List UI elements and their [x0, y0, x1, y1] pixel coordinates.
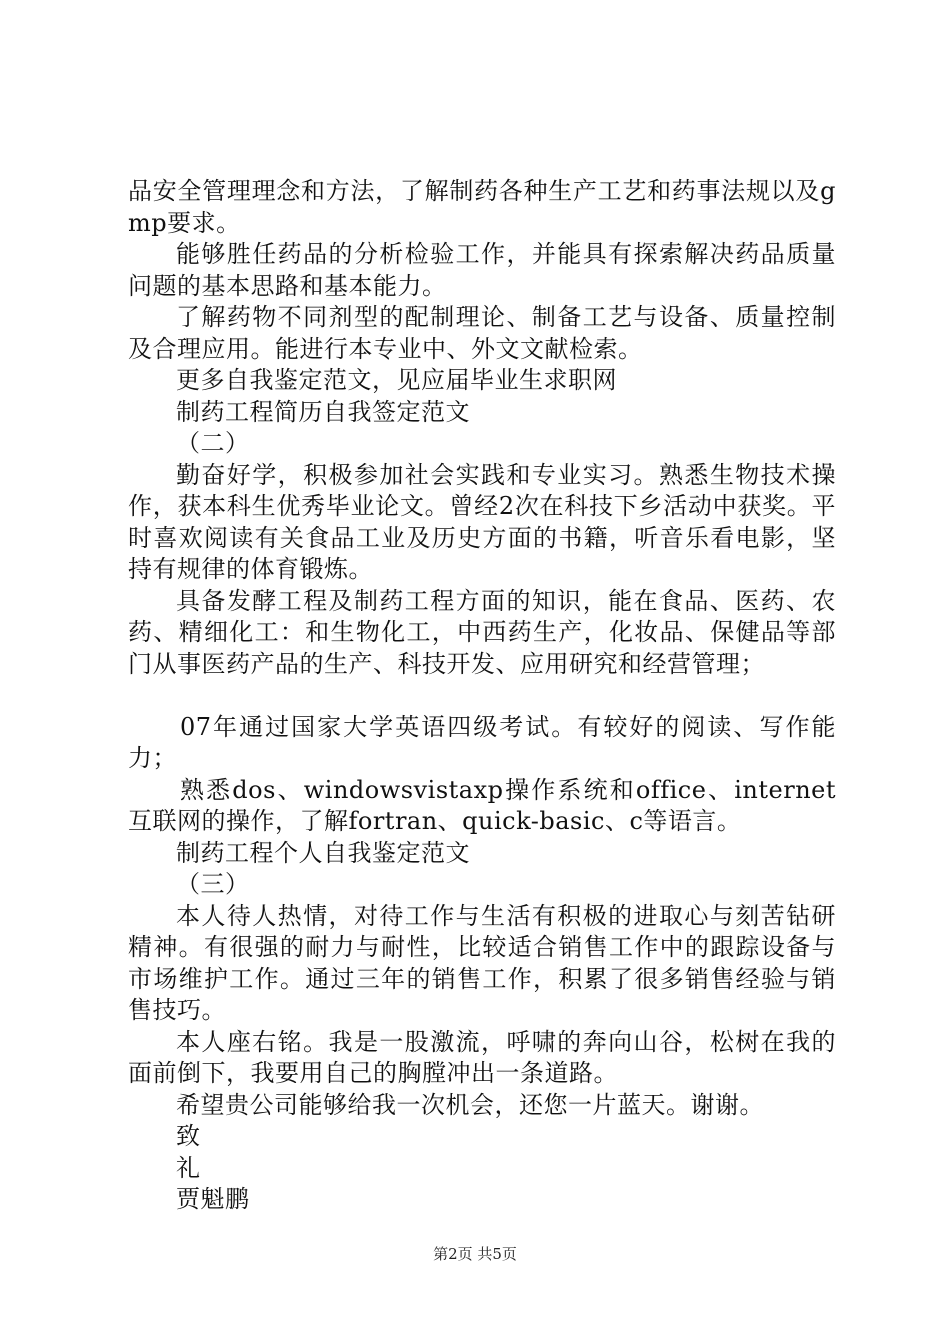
- page-number-footer: 第2页 共5页: [433, 1245, 517, 1263]
- paragraph-diligent-study: 勤奋好学，积极参加社会实践和专业实习。熟悉生物技术操作，获本科生优秀毕业论文。曾经2次在科技下乡活动中获奖。平时喜欢阅读有关食品工业及历史方面的书籍，听音乐看电影，坚持有规律的体育锻炼。: [128, 460, 836, 583]
- section-title-personal-appraisal: 制药工程个人自我鉴定范文: [176, 838, 470, 867]
- paragraph-closing-hope: 希望贵公司能够给我一次机会，还您一片蓝天。谢谢。: [176, 1090, 764, 1119]
- blank-line: [128, 680, 836, 712]
- document-body: [128, 176, 836, 1216]
- paragraph-food-safety: 品安全管理理念和方法，了解制药各种生产工艺和药事法规以及gmp要求。: [128, 177, 836, 237]
- paragraph-personality: 本人待人热情，对待工作与生活有积极的进取心与刻苦钻研精神。有很强的耐力与耐性，比较适合销售工作中的跟踪设备与市场维护工作。通过三年的销售工作，积累了很多销售经验与销售技巧。: [128, 901, 836, 1024]
- paragraph-english-exam: 07年通过国家大学英语四级考试。有较好的阅读、写作能力；: [128, 712, 836, 772]
- paragraph-more-samples: 更多自我鉴定范文，见应届毕业生求职网: [176, 366, 617, 394]
- paragraph-fermentation-knowledge: 具备发酵工程及制药工程方面的知识，能在食品、医药、农药、精细化工：和生物化工，中西药生产，化妆品、保健品等部门从事医药产品的生产、科技开发、应用研究和经营管理；: [128, 586, 836, 678]
- salutation-li: 礼: [176, 1153, 201, 1182]
- section-title-resume-appraisal: 制药工程简历自我签定范文: [176, 397, 470, 426]
- signature-name: 贾魁鹏: [176, 1185, 250, 1213]
- paragraph-motto: 本人座右铭。我是一股激流，呼啸的奔向山谷，松树在我的面前倒下，我要用自己的胸膛冲出一条道路。: [128, 1027, 836, 1087]
- paragraph-computer-skills: 熟悉dos、windowsvistaxp操作系统和office、internet互联网的操作，了解fortran、quick-basic、c等语言。: [128, 775, 836, 835]
- section-number-three: （三）: [176, 870, 250, 898]
- paragraph-dosage-forms: 了解药物不同剂型的配制理论、制备工艺与设备、质量控制及合理应用。能进行本专业中、外文文献检索。: [128, 303, 836, 363]
- section-number-two: （二）: [176, 429, 250, 457]
- paragraph-drug-analysis: 能够胜任药品的分析检验工作，并能具有探索解决药品质量问题的基本思路和基本能力。: [128, 240, 836, 300]
- salutation-zhi: 致: [176, 1122, 201, 1150]
